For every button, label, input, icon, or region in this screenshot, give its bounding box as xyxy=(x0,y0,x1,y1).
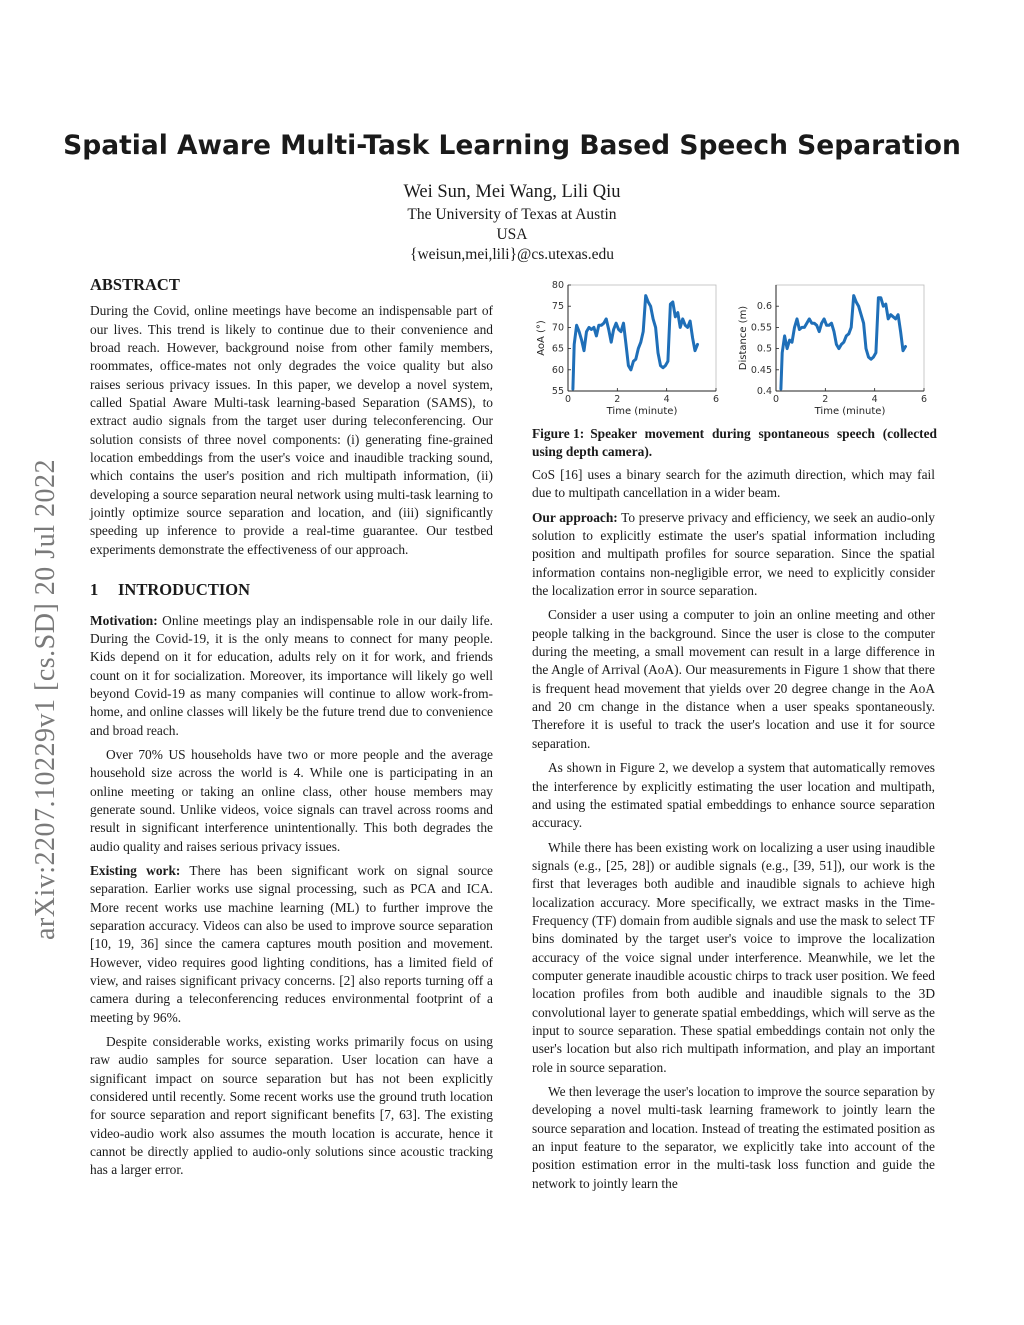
section-title: INTRODUCTION xyxy=(118,580,251,600)
y-tick-label: 60 xyxy=(551,364,564,376)
figure-1-caption xyxy=(532,425,937,461)
x-tick-label: 0 xyxy=(772,394,780,405)
existing-work-lead: Existing work: xyxy=(90,862,181,878)
paragraph-motivation xyxy=(90,612,493,740)
our-approach-lead: Our approach: xyxy=(532,509,618,525)
existing-work-text: There has been significant work on signal source separation. Earlier works use signal processing, such as PCA and ICA. More recent works use machine learning (ML) to further improve the separation accuracy. Videos can also be used to improve source separation [10, 19, 36] since the camera captures mouth position and movement. However, video requires good lighting conditions, has a limited field of view, and raises significant privacy concerns. [2] also reports turning off a camera during a teleconferencing reduces environmental footprint of a meeting by 96%. xyxy=(90,862,493,1025)
motivation-lead: Motivation: xyxy=(90,612,158,628)
y-tick-label: 80 xyxy=(551,280,564,291)
author-list: Wei Sun, Mei Wang, Lili Qiu xyxy=(403,182,621,202)
paragraph-cos: CoS [16] uses a binary search for the azimuth direction, which may fail due to multipath cancellation in a wider beam. xyxy=(532,467,935,501)
paragraph-consider: Consider a user using a computer to join an online meeting and other people talking in the background. Since the user is close to the computer during the meeting, a small movement can result in a large difference in the Angle of Arrival (AoA). Our measurements in Figure 1 show that there is frequent head movement that yields over 20 degree change in the AoA and 20 cm change in the distance when a user speaks spontaneously. Therefore it is useful to track the user's location and use it for source separation. xyxy=(532,607,935,751)
y-tick-label: 70 xyxy=(551,322,564,334)
x-tick-label: 6 xyxy=(920,394,928,405)
paragraph-localizing: While there has been existing work on localizing a user using inaudible signals (e.g., [25, 28]) or audible signals (e.g., [39, 51]), our work is the first that leverages both audible and inaudible signals to achieve high localization accuracy. More specifically, we extract masks in the Time-Frequency (TF) domain from audible signals and use the mask to select TF bins dominated by the target user's voice to improve the localization accuracy of the voice signal under interference. Meanwhile, we let the computer generate inaudible acoustic chirps to track user position. We feed location profiles from both audible and inaudible signals to the 3D convolutional layer to generate spatial embeddings, which will serve as the input to source separation. These spatial embeddings contain not only the user's location but also rich multipath information, and play an important role in source separation. xyxy=(532,839,935,1075)
y-tick-label: 65 xyxy=(551,343,564,355)
paragraph-households: Over 70% US households have two or more people and the average household size across the world is 4. While one is participating in an online meeting or taking an online class, other house members may generate sound. Unlike videos, voice signals can travel across rooms and result in significant interference unintentionally. This both degrades the audio quality and raises serious privacy issues. xyxy=(90,746,493,854)
author-email: {weisun,mei,lili}@cs.utexas.edu xyxy=(410,246,614,263)
paper-title: Spatial Aware Multi-Task Learning Based Speech Separation xyxy=(63,130,961,161)
y-tick-label: 0.5 xyxy=(756,343,772,355)
x-tick-label: 2 xyxy=(614,394,621,405)
abstract-heading: ABSTRACT xyxy=(90,275,180,294)
section-number: 1 xyxy=(90,580,99,600)
left-column xyxy=(90,276,493,1186)
y-tick-label: 0.6 xyxy=(756,301,772,313)
series-line-distance xyxy=(781,296,906,389)
y-axis-label: AoA (°) xyxy=(536,320,547,356)
paragraph-existing-work xyxy=(90,862,493,1027)
x-tick-label: 2 xyxy=(822,394,829,405)
y-tick-label: 0.45 xyxy=(750,364,772,376)
motivation-text: Online meetings play an indispensable role in our daily life. During the Covid-19, it is the only means to connect for many people. Kids depend on it for education, adults rely on it for work, and friends count on it for socialization. Moreover, its importance will likely go well beyond Covid-19 as many companies will continue to allow work-from-home, and online classes will likely be the future trend due to convenience and broad reach. xyxy=(90,612,493,738)
paragraph-our-approach xyxy=(532,509,935,601)
paragraph-despite: Despite considerable works, existing works primarily focus on using raw audio samples for source separation. User location can have a significant impact on source separation but has not been explicitly considered until recently. Some recent works use the ground truth location for source separation and report significant benefits [7, 63]. The existing video-audio work also assumes the mouth location is accurate, hence it cannot be directly applied to audio-only solutions since acoustic tracking has a larger error. xyxy=(90,1034,493,1178)
x-tick-label: 4 xyxy=(663,394,670,405)
abstract-text: During the Covid, online meetings have become an indispensable part of our lives. This trend is likely to continue due to their convenience and broad reach. However, background noise from other family members, roommates, office-mates not only degrades the voice quality but also raises serious privacy issues. In this paper, we develop a novel system, called Spatial Aware Multi-task learning-based Separation (SAMS), to extract audio signals from the target user during teleconferencing. Our solution consists of three novel components: (i) generating fine-grained location embeddings from the user's voice and inaudible tracking sound, which contains the user's position and rich multipath information, (ii) developing a source separation neural network using multi-task learning to jointly optimize source separation and location, and (iii) significantly speeding up inference to provide a real-time guarantee. Our testbed experiments demonstrate the effectiveness of our approach. xyxy=(90,303,493,557)
figure-1-label: Figure 1: xyxy=(532,426,585,441)
figure-1-plots xyxy=(532,276,937,421)
figure-1-caption-text: Speaker movement during spontaneous speech (collected using depth camera). xyxy=(532,426,937,459)
right-column xyxy=(532,466,935,1199)
affiliation-country: USA xyxy=(496,226,528,243)
x-tick-label: 4 xyxy=(871,394,878,405)
section-heading-introduction xyxy=(90,581,493,599)
x-tick-label: 0 xyxy=(564,394,572,405)
x-axis-label: Time (minute) xyxy=(606,406,678,417)
series-line-aoa xyxy=(573,296,698,389)
x-tick-label: 6 xyxy=(712,394,720,405)
y-axis-label: Distance (m) xyxy=(738,305,749,371)
y-tick-label: 75 xyxy=(551,301,564,313)
affiliation-institution: The University of Texas at Austin xyxy=(407,206,617,223)
y-tick-label: 55 xyxy=(551,386,564,397)
our-approach-text: To preserve privacy and efficiency, we seek an audio-only solution to explicitly estimate the user's spatial information including position and multipath profiles for source separation. Since the spatial information contains non-negligible error, we need to explicitly consider the localization error in source separation. xyxy=(532,509,935,599)
y-tick-label: 0.55 xyxy=(750,322,772,334)
arxiv-identifier: arXiv:2207.10229v1 [cs.SD] 20 Jul 2022 xyxy=(30,459,61,940)
paragraph-leverage: We then leverage the user's location to improve the source separation by developing a novel multi-task learning framework to jointly learn the source separation and location. Instead of treating the estimated position as an input feature to the separator, we explicitly take into account of the position estimation error in the multi-task loss function and guide the network to jointly learn the xyxy=(532,1084,935,1191)
x-axis-label: Time (minute) xyxy=(814,406,886,417)
figure-1 xyxy=(532,276,937,461)
y-tick-label: 0.4 xyxy=(756,386,772,397)
paragraph-figure-2: As shown in Figure 2, we develop a system that automatically removes the interference by explicitly estimating the user location and multipath, and using the estimated spatial embeddings to enhance source separation accuracy. xyxy=(532,760,935,831)
